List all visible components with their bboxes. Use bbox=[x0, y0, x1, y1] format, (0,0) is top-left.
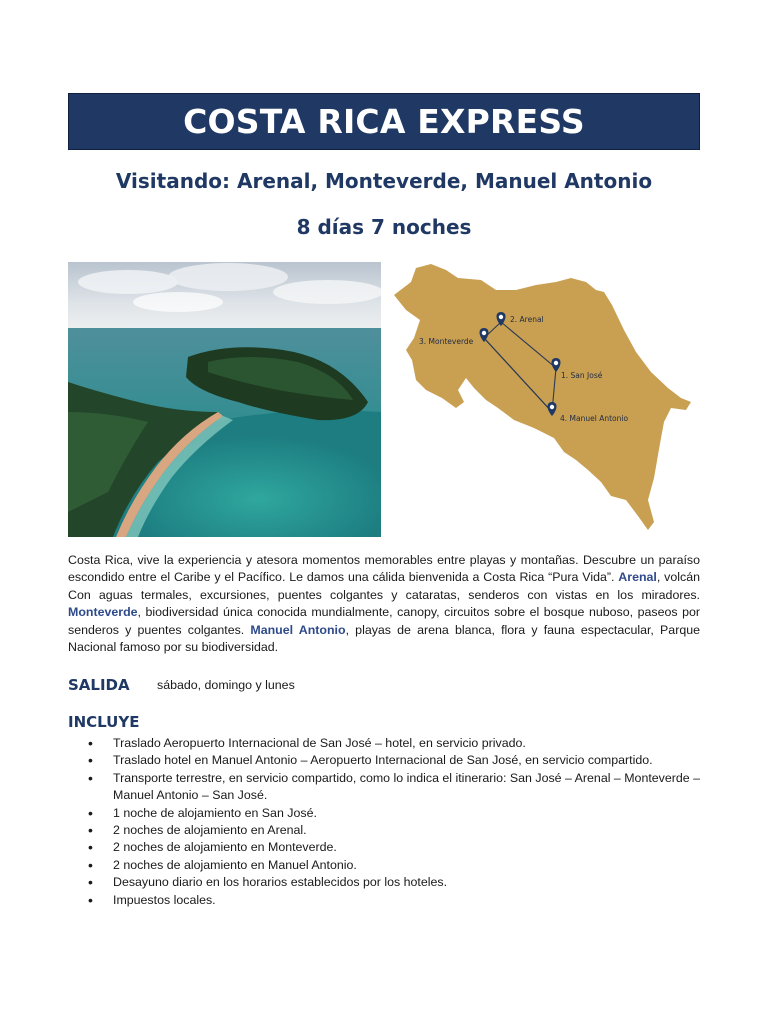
costa-rica-route-map bbox=[386, 260, 696, 535]
destinations-subtitle: Visitando: Arenal, Monteverde, Manuel Antonio bbox=[115, 169, 653, 193]
page-title: COSTA RICA EXPRESS bbox=[183, 102, 585, 141]
highlight-manuel-antonio: Manuel Antonio bbox=[250, 622, 346, 637]
description-text: , playas de arena blanca, flora y fauna espectacular, Parque Nacional famoso por su biodiversidad. bbox=[68, 622, 700, 655]
description-text: , biodiversidad única conocida mundialmente, canopy, circuitos sobre el bosque nuboso, paseos por senderos y puentes colgantes. bbox=[68, 605, 700, 637]
list-item: • Traslado hotel en Manuel Antonio – Aeropuerto Internacional de San José, en servicio compartido. bbox=[68, 752, 700, 769]
map-pin-label: 3. Monteverde bbox=[419, 337, 474, 346]
highlight-monteverde: Monteverde bbox=[68, 605, 138, 620]
list-item: • 1 noche de alojamiento en San José. bbox=[68, 805, 700, 822]
map-pin-label: 1. San José bbox=[561, 371, 603, 380]
list-item: • 2 noches de alojamiento en Manuel Antonio. bbox=[68, 857, 700, 874]
salida-days: sábado, domingo y lunes bbox=[157, 678, 295, 692]
incluye-heading: INCLUYE bbox=[68, 713, 140, 731]
description-text: Costa Rica, vive la experiencia y atesora momentos memorables entre playas y montañas. Descubre un paraíso escondido entre el Caribe y el Pacífico. Le damos una cálida bienvenida a Costa Rica “Pura Vida”. bbox=[68, 553, 700, 585]
list-item: • Transporte terrestre, en servicio compartido, como lo indica el itinerario: San José – Arenal – Monteverde – Manuel Antonio – San José. bbox=[68, 770, 700, 805]
map-pin-label: 2. Arenal bbox=[510, 315, 544, 324]
highlight-arenal: Arenal bbox=[618, 570, 657, 585]
title-banner bbox=[68, 93, 700, 150]
list-item: • Desayuno diario en los horarios establecidos por los hoteles. bbox=[68, 874, 700, 891]
list-item: • Impuestos locales. bbox=[68, 892, 700, 909]
duration-subtitle: 8 días 7 noches bbox=[296, 215, 472, 239]
salida-heading: SALIDA bbox=[68, 676, 130, 694]
aerial-beach-photo bbox=[68, 262, 381, 537]
list-item: • 2 noches de alojamiento en Arenal. bbox=[68, 822, 700, 839]
description-paragraph bbox=[68, 552, 700, 656]
list-item: • 2 noches de alojamiento en Monteverde. bbox=[68, 839, 700, 856]
incluye-list bbox=[68, 735, 700, 909]
description-text: , volcán Con aguas termales, excursiones, puentes colgantes y cataratas, senderos con vistas en los miradores. bbox=[68, 570, 700, 602]
list-item: • Traslado Aeropuerto Internacional de San José – hotel, en servicio privado. bbox=[68, 735, 700, 752]
map-pin-label: 4. Manuel Antonio bbox=[560, 414, 629, 423]
